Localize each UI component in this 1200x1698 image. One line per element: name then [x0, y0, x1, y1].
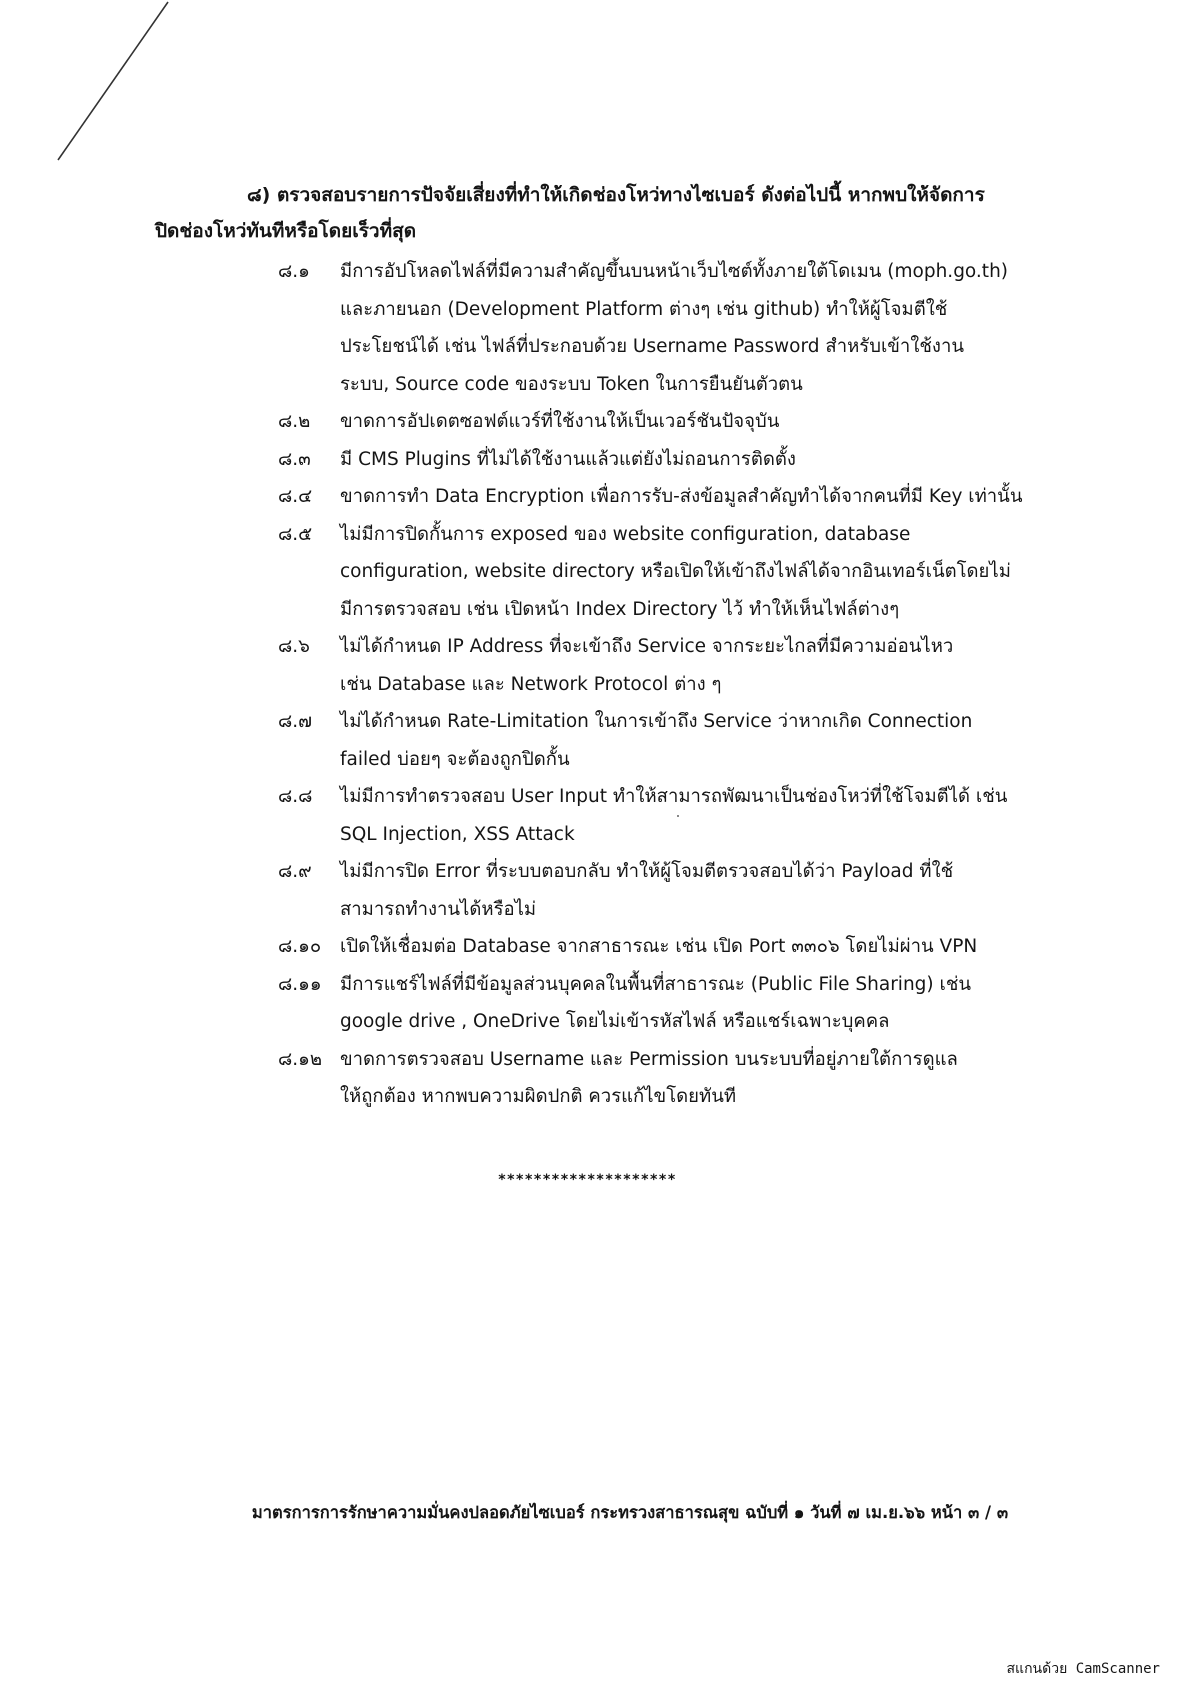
- item-number: ๘.๒: [278, 411, 311, 432]
- list-item: [278, 778, 1068, 853]
- scan-speck: [677, 815, 679, 817]
- item-text-line: มีการอัปโหลดไฟล์ที่มีความสำคัญขึ้นบนหน้าเว็บไซต์ทั้งภายใต้โดเมน (moph.go.th): [340, 261, 1009, 282]
- camscanner-watermark: สแกนด้วย CamScanner: [1006, 1661, 1160, 1677]
- item-text-line: และภายนอก (Development Platform ต่างๆ เช่น github) ทำให้ผู้โจมตีใช้: [340, 298, 948, 320]
- item-text-line: google drive , OneDrive โดยไม่เข้ารหัสไฟล์ หรือแชร์เฉพาะบุคคล: [340, 1011, 890, 1032]
- section-divider: ********************: [497, 1172, 677, 1188]
- item-text-line: ไม่ได้กำหนด Rate-Limitation ในการเข้าถึง Service ว่าหากเกิด Connection: [340, 711, 973, 732]
- item-text-line: เปิดให้เชื่อมต่อ Database จากสาธารณะ เช่น เปิด Port ๓๓๐๖ โดยไม่ผ่าน VPN: [340, 936, 978, 957]
- item-text-line: ให้ถูกต้อง หากพบความผิดปกติ ควรแก้ไขโดยทันที: [340, 1086, 737, 1107]
- list-item: [278, 853, 1068, 928]
- item-text-line: ระบบ, Source code ของระบบ Token ในการยืนยันตัวตน: [340, 373, 803, 395]
- scan-artifact-line: [50, 0, 180, 170]
- item-text-line: ขาดการอัปเดตซอฟต์แวร์ที่ใช้งานให้เป็นเวอร์ชันปัจจุบัน: [340, 411, 780, 432]
- item-number: ๘.๗: [278, 711, 313, 732]
- item-text-line: ประโยชน์ได้ เช่น ไฟล์ที่ประกอบด้วย Username Password สำหรับเข้าใช้งาน: [340, 336, 964, 357]
- list-item: [278, 478, 1068, 516]
- list-item: [278, 516, 1068, 629]
- item-number: ๘.๖: [278, 636, 310, 657]
- risk-factor-list: [278, 253, 1068, 1116]
- item-text-line: ไม่ได้กำหนด IP Address ที่จะเข้าถึง Service จากระยะไกลที่มีความอ่อนไหว: [340, 636, 954, 657]
- item-text-line: ไม่มีการปิด Error ที่ระบบตอบกลับ ทำให้ผู้โจมตีตรวจสอบได้ว่า Payload ที่ใช้: [340, 861, 954, 882]
- item-text-line: ไม่มีการปิดกั้นการ exposed ของ website configuration, database: [340, 523, 911, 545]
- item-text-line: SQL Injection, XSS Attack: [340, 823, 575, 845]
- page-footer: มาตรการการรักษาความมั่นคงปลอดภัยไซเบอร์ กระทรวงสาธารณสุข ฉบับที่ ๑ วันที่ ๗ เม.ย.๖๖ หน้า ๓ / ๓: [251, 1503, 1009, 1522]
- item-number: ๘.๘: [278, 786, 313, 807]
- item-number: ๘.๑๒: [278, 1048, 323, 1070]
- heading-line-2: ปิดช่องโหว่ทันทีหรือโดยเร็วที่สุด: [155, 220, 417, 242]
- item-text-line: เช่น Database และ Network Protocol ต่าง ๆ: [340, 673, 722, 695]
- item-text-line: มีการตรวจสอบ เช่น เปิดหน้า Index Directory ไว้ ทำให้เห็นไฟล์ต่างๆ: [340, 598, 900, 620]
- item-text-line: failed บ่อยๆ จะต้องถูกปิดกั้น: [340, 748, 570, 770]
- item-number: ๘.๙: [278, 861, 312, 882]
- item-text-line: มี CMS Plugins ที่ไม่ได้ใช้งานแล้วแต่ยังไม่ถอนการติดตั้ง: [340, 448, 796, 470]
- item-text-line: ขาดการตรวจสอบ Username และ Permission บนระบบที่อยู่ภายใต้การดูแล: [340, 1048, 958, 1070]
- item-text-line: ไม่มีการทำตรวจสอบ User Input ทำให้สามารถพัฒนาเป็นช่องโหว่ที่ใช้โจมตีได้ เช่น: [340, 786, 1008, 807]
- item-number: ๘.๑: [278, 261, 310, 282]
- item-number: ๘.๑๐: [278, 936, 322, 957]
- item-number: ๘.๓: [278, 448, 311, 470]
- list-item: [278, 966, 1068, 1041]
- item-text-line: ขาดการทำ Data Encryption เพื่อการรับ-ส่งข้อมูลสำคัญทำได้จากคนที่มี Key เท่านั้น: [340, 486, 1023, 507]
- list-item: [278, 703, 1068, 778]
- list-item: [278, 403, 1068, 441]
- list-item: [278, 1041, 1068, 1116]
- list-item: [278, 628, 1068, 703]
- heading-line-1: ๘) ตรวจสอบรายการปัจจัยเสี่ยงที่ทำให้เกิดช่องโหว่ทางไซเบอร์ ดังต่อไปนี้ หากพบให้จัดการ: [247, 184, 985, 206]
- list-item: [278, 441, 1068, 479]
- item-text-line: มีการแชร์ไฟล์ที่มีข้อมูลส่วนบุคคลในพื้นที่สาธารณะ (Public File Sharing) เช่น: [340, 973, 972, 995]
- list-item: [278, 253, 1068, 403]
- item-text-line: สามารถทำงานได้หรือไม่: [340, 898, 537, 920]
- item-text-line: configuration, website directory หรือเปิดให้เข้าถึงไฟล์ได้จากอินเทอร์เน็ตโดยไม่: [340, 561, 1011, 582]
- item-number: ๘.๕: [278, 523, 313, 545]
- list-item: [278, 928, 1068, 966]
- item-number: ๘.๔: [278, 486, 313, 507]
- section-heading: [155, 177, 1035, 249]
- item-number: ๘.๑๑: [278, 973, 322, 995]
